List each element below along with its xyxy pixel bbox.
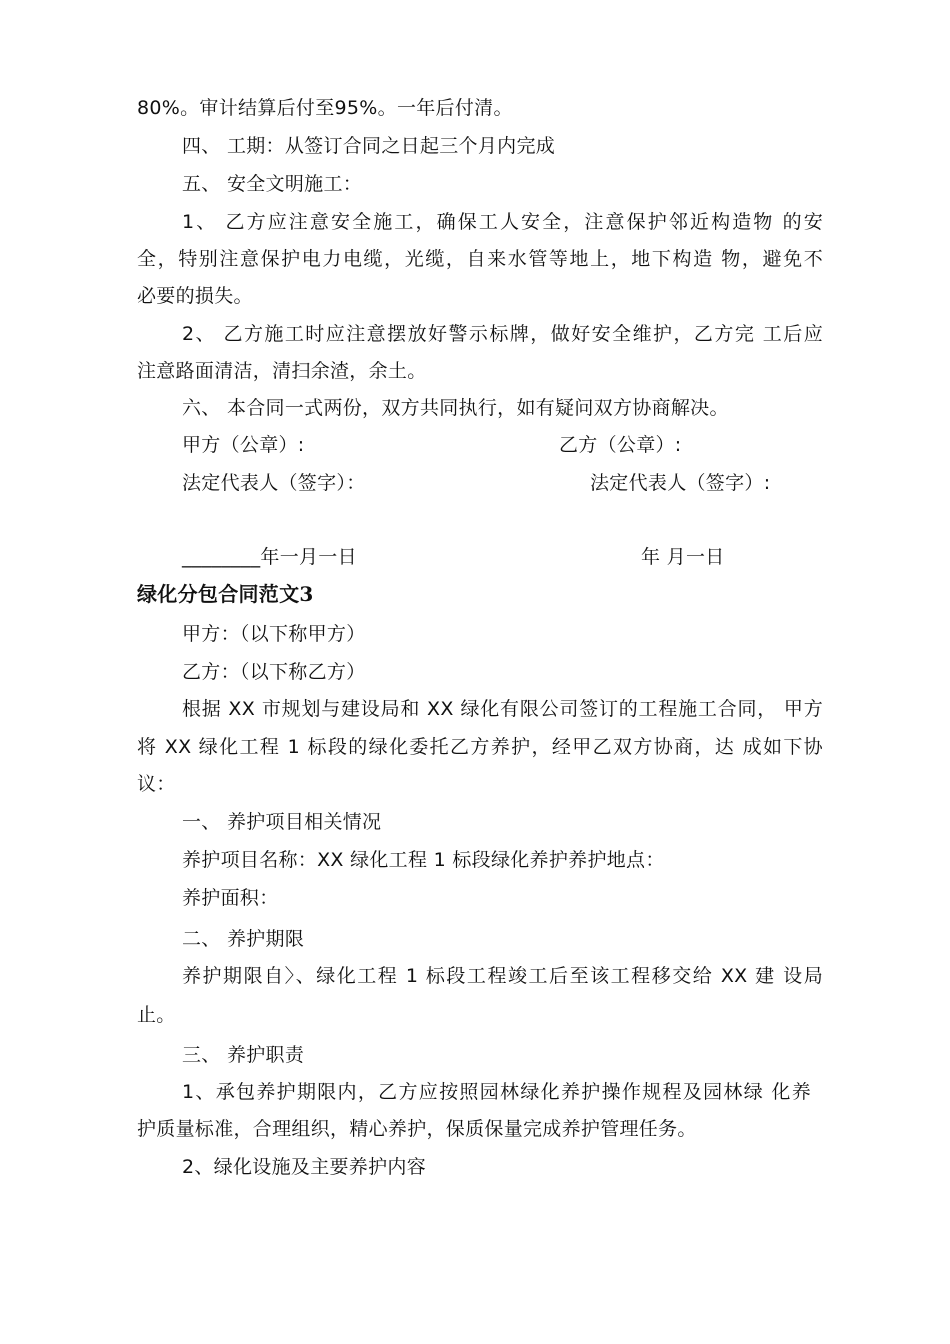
section-3-1-line1: 1、承包养护期限内，乙方应按照园林绿化养护操作规程及园林绿 化养 (182, 1081, 811, 1103)
party-a-line: 甲方：（以下称甲方） (182, 623, 366, 645)
party-b-seal: 乙方（公章）: (559, 434, 682, 456)
party-a-representative: 法定代表人（签字）： (182, 472, 366, 494)
clause-5-1-line2: 全，特别注意保护电力电缆，光缆，自来水管等地上，地下构造 物，避免不 (137, 248, 823, 270)
section-1-title: 一、 养护项目相关情况 (182, 811, 382, 833)
clause-4-duration: 四、 工期：从签订合同之日起三个月内完成 (182, 135, 556, 157)
intro-line3: 议： (137, 773, 176, 795)
section-2-line1: 养护期限自〉、绿化工程 1 标段工程竣工后至该工程移交给 XX 建 设局 (182, 965, 823, 987)
section-3-1-line2: 护质量标准，合理组织，精心养护，保质保量完成养护管理任务。 (137, 1118, 697, 1140)
section-2-line2: 止。 (137, 1004, 176, 1026)
paragraph-payment-end: 80%。审计结算后付至95%。一年后付清。 (137, 97, 513, 119)
party-a-date: ________年一月一日 (182, 546, 357, 568)
clause-5-2-line2: 注意路面清洁，清扫余渣，余土。 (137, 360, 427, 382)
intro-line1: 根据 XX 市规划与建设局和 XX 绿化有限公司签订的工程施工合同， 甲方 (182, 698, 823, 720)
section-1-project-name: 养护项目名称：XX 绿化工程 1 标段绿化养护养护地点： (182, 849, 665, 871)
intro-line2: 将 XX 绿化工程 1 标段的绿化委托乙方养护，经甲乙双方协商，达 成如下协 (137, 736, 823, 758)
clause-6-copies: 六、 本合同一式两份，双方共同执行，如有疑问双方协商解决。 (182, 397, 729, 419)
party-b-representative: 法定代表人（签字）: (590, 472, 771, 494)
section-2-title: 二、 养护期限 (182, 928, 305, 950)
clause-5-1-line1: 1、 乙方应注意安全施工，确保工人安全，注意保护邻近构造物 的安 (182, 211, 823, 233)
party-b-line: 乙方：（以下称乙方） (182, 661, 366, 683)
clause-5-2-line1: 2、 乙方施工时应注意摆放好警示标牌，做好安全维护，乙方完 工后应 (182, 323, 823, 345)
clause-5-safety: 五、 安全文明施工： (182, 173, 363, 195)
section-heading: 绿化分包合同范文3 (137, 582, 314, 606)
section-3-title: 三、 养护职责 (182, 1044, 305, 1066)
section-3-2-title: 2、绿化设施及主要养护内容 (182, 1156, 426, 1178)
clause-5-1-line3: 必要的损失。 (137, 285, 253, 307)
party-b-date: 年 月一日 (641, 546, 725, 568)
party-a-seal: 甲方（公章）: (182, 434, 305, 456)
section-1-area: 养护面积： (182, 887, 279, 909)
